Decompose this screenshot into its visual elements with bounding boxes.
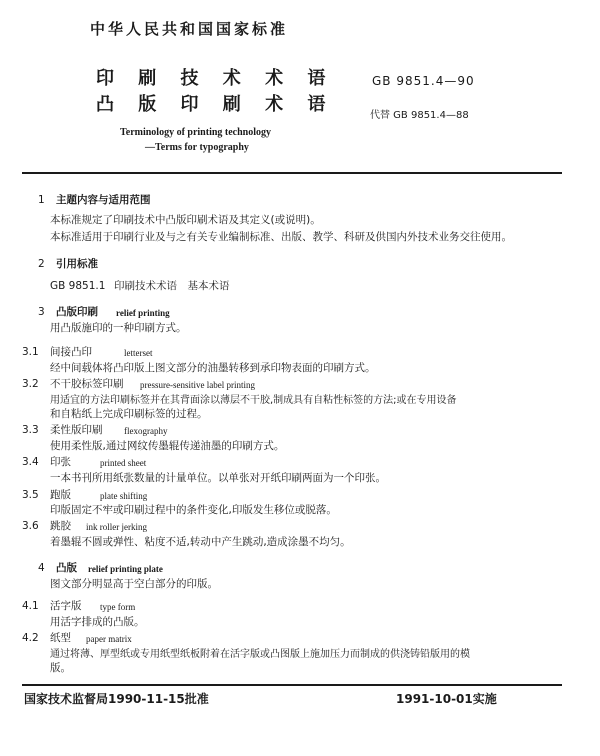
definition: 一本书刊所用纸张数量的计量单位。以单张对开纸印刷两面为一个印张。 bbox=[50, 472, 386, 484]
term-number: 3.4 bbox=[22, 456, 39, 468]
definition: 印版固定不牢或印刷过程中的条件变化,印版发生移位或脱落。 bbox=[50, 504, 337, 516]
term-number: 4.2 bbox=[22, 632, 39, 644]
header-divider bbox=[22, 172, 562, 174]
section-number: 4 bbox=[38, 562, 45, 574]
reference-title: 印刷技术术语 基本术语 bbox=[114, 280, 230, 292]
term-name: 间接凸印 bbox=[50, 346, 92, 358]
english-title-line-2: —Terms for typography bbox=[145, 142, 249, 153]
definition: 使用柔性版,通过网纹传墨辊传递油墨的印刷方式。 bbox=[50, 440, 285, 452]
chinese-title-line-2: 凸 版 印 刷 术 语 bbox=[96, 94, 335, 115]
section-number: 3 bbox=[38, 306, 45, 318]
replaces-standard: 代替 GB 9851.4—88 bbox=[370, 110, 469, 121]
term-name: 跑版 bbox=[50, 489, 71, 501]
term-number: 3.2 bbox=[22, 378, 39, 390]
section-number: 2 bbox=[38, 258, 45, 270]
term-name: 不干胶标签印刷 bbox=[50, 378, 124, 390]
paragraph: 本标准适用于印刷行业及与之有关专业编制标准、出版、教学、科研及供国内外技术业务交往使用。 bbox=[50, 231, 512, 243]
term-english: ink roller jerking bbox=[86, 522, 147, 532]
effective-date: 1991-10-01实施 bbox=[396, 692, 497, 706]
definition: 通过将薄、厚型纸或专用纸型纸板附着在活字版或凸图版上施加压力而制成的供浇铸铅版用的模 bbox=[50, 649, 470, 660]
definition: 图文部分明显高于空白部分的印版。 bbox=[50, 578, 218, 590]
section-title: 引用标准 bbox=[56, 258, 98, 270]
term-name: 纸型 bbox=[50, 632, 71, 644]
definition-continued: 版。 bbox=[50, 662, 71, 674]
chinese-title-line-1: 印 刷 技 术 术 语 bbox=[96, 68, 335, 89]
english-title-line-1: Terminology of printing technology bbox=[120, 127, 272, 138]
definition: 用适宜的方法印刷标签并在其背面涂以薄层不干胶,制成具有自粘性标签的方法;或在专用设备 bbox=[50, 395, 457, 406]
term-english: paper matrix bbox=[86, 634, 132, 644]
section-number: 1 bbox=[38, 194, 45, 206]
section-title: 凸版 bbox=[56, 562, 77, 574]
paragraph: 本标准规定了印刷技术中凸版印刷术语及其定义(或说明)。 bbox=[50, 214, 321, 226]
term-number: 3.3 bbox=[22, 424, 39, 436]
term-english: printed sheet bbox=[100, 458, 147, 468]
definition: 用凸版施印的一种印刷方式。 bbox=[50, 322, 187, 334]
term-english: letterset bbox=[124, 348, 153, 358]
section-title: 主题内容与适用范围 bbox=[56, 194, 151, 206]
section-title-english: relief printing bbox=[116, 308, 170, 318]
term-number: 3.1 bbox=[22, 346, 39, 358]
term-english: type form bbox=[100, 602, 136, 612]
section-title: 凸版印刷 bbox=[56, 306, 98, 318]
term-number: 3.6 bbox=[22, 520, 39, 532]
term-english: pressure-sensitive label printing bbox=[140, 380, 255, 390]
term-english: plate shifting bbox=[100, 491, 148, 501]
term-name: 活字版 bbox=[50, 600, 82, 612]
footer-divider bbox=[22, 684, 562, 686]
definition: 经中间载体将凸印版上图文部分的油墨转移到承印物表面的印刷方式。 bbox=[50, 362, 376, 374]
definition: 用活字排成的凸版。 bbox=[50, 616, 145, 628]
definition-continued: 和自粘纸上完成印刷标签的过程。 bbox=[50, 408, 208, 420]
definition: 着墨辊不圆或弹性、粘度不适,转动中产生跳动,造成涂墨不均匀。 bbox=[50, 536, 351, 548]
term-number: 4.1 bbox=[22, 600, 39, 612]
approval-date: 国家技术监督局1990-11-15批准 bbox=[24, 692, 209, 706]
reference-code: GB 9851.1 bbox=[50, 280, 106, 292]
term-number: 3.5 bbox=[22, 489, 39, 501]
standard-number: GB 9851.4—90 bbox=[372, 74, 475, 88]
term-name: 跳胶 bbox=[50, 520, 71, 532]
term-english: flexography bbox=[124, 426, 168, 436]
term-name: 印张 bbox=[50, 456, 71, 468]
issuing-body-title: 中华人民共和国国家标准 bbox=[90, 20, 289, 38]
term-name: 柔性版印刷 bbox=[50, 424, 103, 436]
section-title-english: relief printing plate bbox=[88, 564, 163, 574]
